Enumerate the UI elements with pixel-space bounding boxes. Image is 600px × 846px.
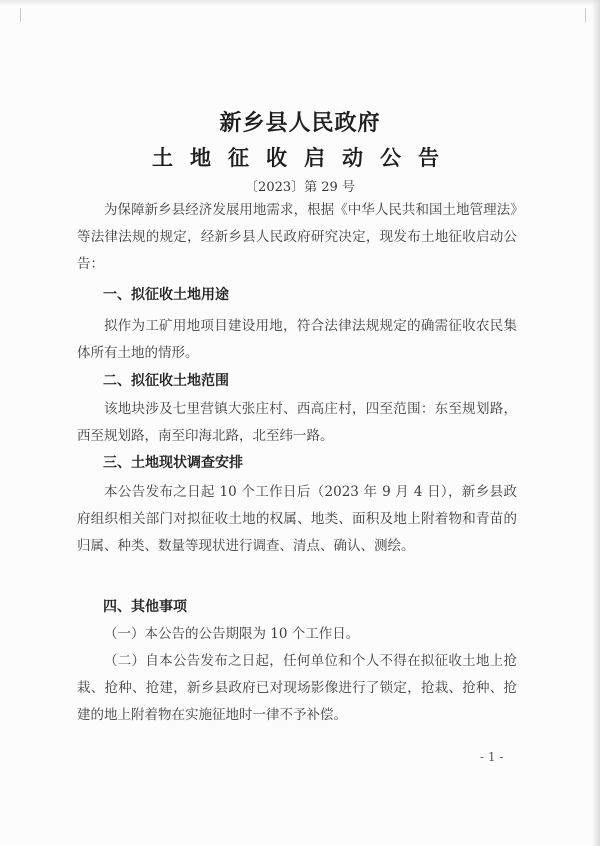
page-number: - 1 -: [480, 750, 504, 764]
section-body-2: 该地块涉及七里营镇大张庄村、西高庄村，四至范围：东至规划路，西至规划路，南至印海北路，北至纬一路。: [77, 401, 517, 444]
section-body-3: 本公告发布之日起 10 个工作日后（2023 年 9 月 4 日），新乡县政府组织相关部门对拟征收土地的权属、地类、面积及地上附着物和青苗的归属、种类、数量等现状进行调查、清点、确认、测绘。: [77, 484, 517, 554]
issuing-authority: 新乡县人民政府: [219, 110, 381, 136]
intro-paragraph: 为保障新乡县经济发展用地需求，根据《中华人民共和国土地管理法》等法律法规的规定，经新乡县人民政府研究决定，现发布土地征收启动公告：: [77, 202, 517, 272]
section-heading-3: 三、土地现状调查安排: [103, 455, 243, 471]
document-number: 〔2023〕第 29 号: [245, 180, 355, 195]
document-title: 土地征收启动公告: [152, 145, 456, 170]
section-heading-2: 二、拟征收土地范围: [103, 373, 229, 389]
scan-mark: [20, 8, 21, 22]
section-heading-4: 四、其他事项: [103, 599, 187, 615]
scan-mark: [585, 8, 586, 22]
section-item-4-1: （一）本公告的公告期限为 10 个工作日。: [104, 626, 360, 642]
scan-shadow-top: [0, 0, 600, 6]
section-item-4-2: （二）自本公告发布之日起，任何单位和个人不得在拟征收土地上抢栽、抢种、抢建，新乡县政府已对现场影像进行了锁定，抢栽、抢种、抢建的地上附着物在实施征地时一律不予补偿。: [77, 653, 517, 723]
section-body-1: 拟作为工矿用地项目建设用地，符合法律法规规定的确需征收农民集体所有土地的情形。: [77, 318, 517, 361]
section-heading-1: 一、拟征收土地用途: [103, 287, 229, 303]
